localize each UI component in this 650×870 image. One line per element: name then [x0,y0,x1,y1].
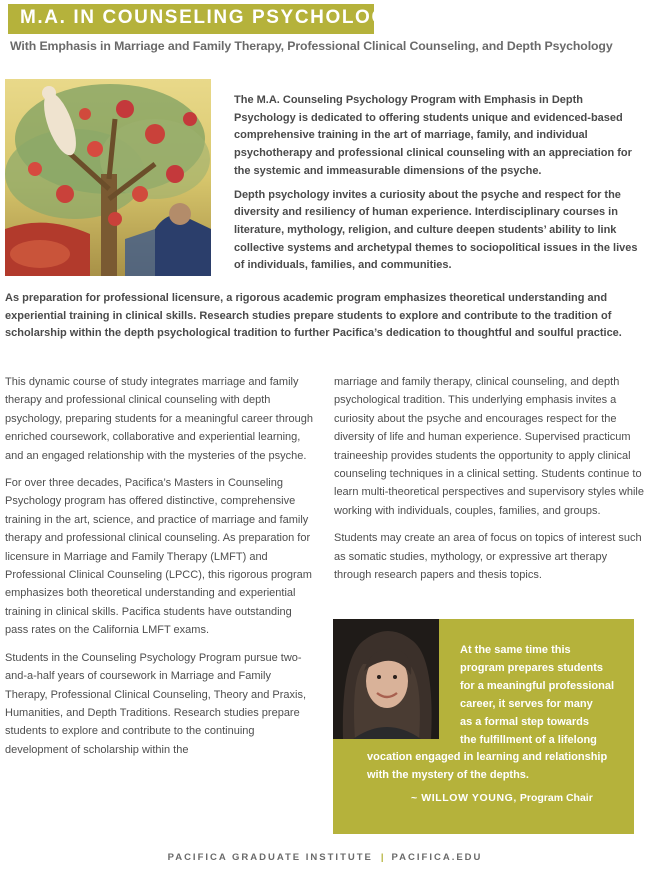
body-paragraph: marriage and family therapy, clinical counseling, and depth psychological tradition. This underlying emphasis invites a curiosity about the psyche and encourages respect for the diversity of life and human experience. Supervised practicum traineeship provides students the opportunity to apply clinical counseling techniques in a clinical setting. Students continue to learn multi-theoretical perspectives and supervisory styles while working with individuals, couples, families, and groups. [334,376,644,517]
portrait-photo [333,619,439,739]
page-footer [0,852,650,863]
painting-illustration [5,79,211,276]
footer-institute: PACIFICA GRADUATE INSTITUTE [167,852,373,863]
intro-paragraph: Depth psychology invites a curiosity about the psyche and respect for the diversity and resiliency of human experience. Interdisciplinary courses in literature, mythology, religion, and culture deepen students’ ability to link collective systems and archetypal themes to sociopolitical issues in the lives of individuals, families, and communities. [234,188,638,272]
quote-line: as a formal step towards [460,716,589,728]
painting-image [5,79,211,276]
intro-paragraph: As preparation for professional licensure, a rigorous academic program emphasizes theoretical understanding and experiential training in clinical skills. Research studies prepare students to explore and contribute to the tradition of scholarship within the depth psychological tradition to further Pacifica’s dedication to thoughtful and soulful practice. [5,292,622,340]
title-bar [8,4,403,34]
body-paragraph: Students in the Counseling Psychology Program pursue two-and-a-half years of coursework in Marriage and Family Therapy, Professional Clinical Counseling, Theory and Praxis, Humanities, and Depth Traditions. Research studies prepare students to explore and contribute to the continuing development of scholarship within the [5,651,307,756]
quote-line: vocation engaged in learning and relationship [367,751,608,763]
attribution-name: ~ WILLOW YOUNG, [411,792,517,804]
quote-line: the fulfillment of a lifelong [460,734,597,746]
quote-line: with the mystery of the depths. [367,769,529,781]
quote-line: career, it serves for many [460,698,593,710]
body-paragraph: This dynamic course of study integrates marriage and family therapy and professional clinical counseling with depth psychology, preparing students for a meaningful career through enriched coursework, collaborative and experiential learning, and an engaged relationship with the mysteries of the psyche. [5,376,313,462]
quote-line: for a meaningful professional [460,680,615,692]
quote-line: program prepares students [460,662,604,674]
body-paragraph: For over three decades, Pacifica’s Masters in Counseling Psychology program has offered distinctive, comprehensive training in the art, science, and practice of marriage and family therapy and professional clinical counseling. As preparation for licensure in Marriage and Family Therapy (LMFT) and Professional Clinical Counseling (LPCC), this rigorous program emphasizes both theoretical understanding and experiential training in clinical skills. Pacifica students have outstanding pass rates on the California LMFT exams. [5,477,312,637]
quote-attribution [411,792,593,804]
footer-website: PACIFICA.EDU [391,852,483,863]
body-column-right [334,373,644,584]
body-column-left [5,373,315,759]
intro-paragraph: The M.A. Counseling Psychology Program with Emphasis in Depth Psychology is dedicated to offering students unique and evidenced-based comprehensive training in the art of marriage, family, and individual psychotherapy and professional clinical counseling with an appreciation for the systemic and immeasurable dimensions of the psyche. [234,94,632,177]
attribution-role: Program Chair [519,792,593,804]
page-subtitle: With Emphasis in Marriage and Family Therapy, Professional Clinical Counseling, and Depth Psychology [10,39,613,53]
footer-separator: | [380,852,384,863]
quote-line: At the same time this [460,644,571,656]
intro-paragraph-wide [5,290,643,343]
body-paragraph: Students may create an area of focus on topics of interest such as somatic studies, mythology, or expressive art therapy through research papers and thesis topics. [334,532,642,582]
portrait-illustration [333,619,439,739]
page-title: M.A. IN COUNSELING PSYCHOLOGY [20,7,403,28]
intro-text [234,92,640,275]
